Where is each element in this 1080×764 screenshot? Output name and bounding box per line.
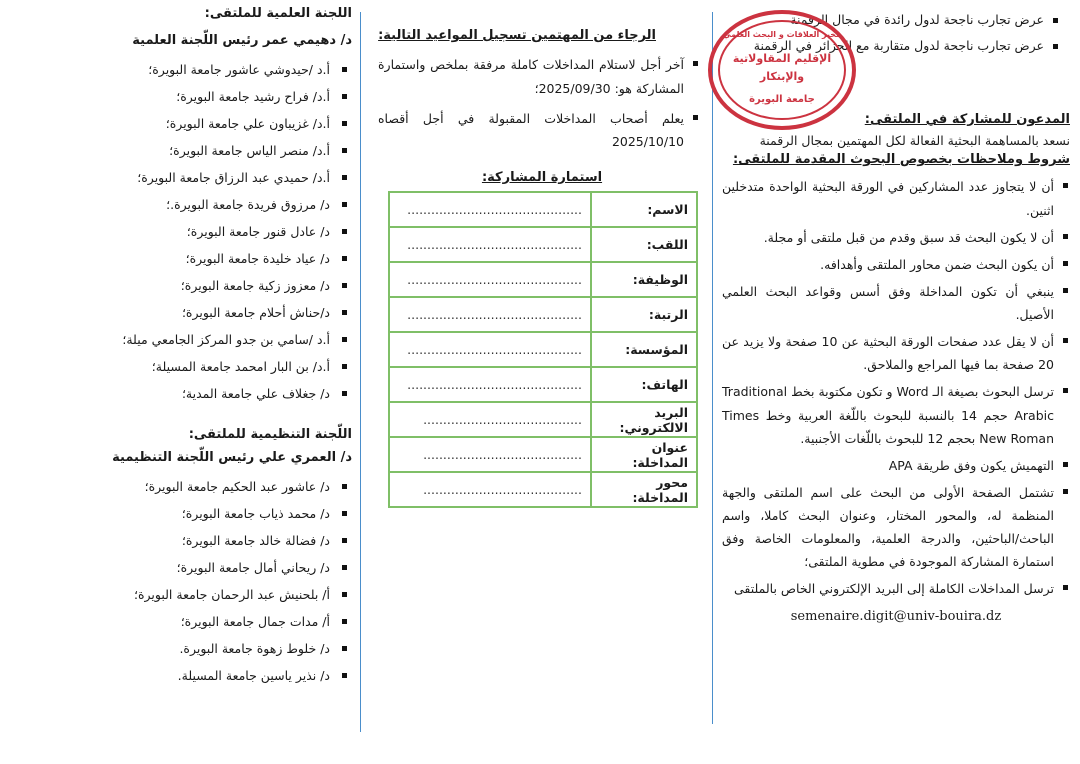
list-item: د/ مرزوق فريدة جامعة البويرة.؛: [96, 191, 352, 218]
list-item: أن يكون البحث ضمن محاور الملتقى وأهدافه.: [722, 253, 1070, 276]
form-label: عنوان المداخلة:: [591, 437, 697, 472]
form-field-rank[interactable]: ............................................: [389, 297, 591, 332]
list-item: د/ ريحاني أمال جامعة البويرة؛: [96, 554, 352, 581]
university-stamp: [708, 10, 856, 130]
form-label: الهاتف:: [591, 367, 697, 402]
list-item: د/ فضالة خالد جامعة البويرة؛: [96, 527, 352, 554]
list-item: أ.د/ غزيباون علي جامعة البويرة؛: [96, 110, 352, 137]
organizing-committee-lead: د/ العمري علي رئيس اللّجنة التنظيمية: [112, 450, 352, 465]
list-item: يعلم أصحاب المداخلات المقبولة في أجل أقصاه 2025/10/10: [378, 107, 700, 155]
list-item: أ.د/ بن البار امحمد جامعة المسيلة؛: [96, 353, 352, 380]
list-item: ينبغي أن تكون المداخلة وفق أسس وقواعد البحث العلمي الأصيل.: [722, 280, 1070, 326]
list-item: د/ معزوز زكية جامعة البويرة؛: [96, 272, 352, 299]
table-row: [389, 297, 697, 332]
list-item: أ.د /حيدوشي عاشور جامعة البويرة؛: [96, 56, 352, 83]
form-field-name[interactable]: ............................................: [389, 192, 591, 227]
email-address: semenaire.digit@univ-bouira.dz: [790, 608, 1002, 624]
deadlines-heading: الرجاء من المهتمين تسجيل المواعيد التالية:: [378, 28, 656, 43]
invited-text: نسعد بالمساهمة البحثية الفعالة لكل المهتمين بمجال الرقمنة: [759, 133, 1070, 148]
table-row: [389, 332, 697, 367]
list-item: د/ عادل قنور جامعة البويرة؛: [96, 218, 352, 245]
scientific-committee-title: اللجنة العلمية للملتقى:: [204, 6, 352, 21]
form-label: الرتبة:: [591, 297, 697, 332]
form-label: محور المداخلة:: [591, 472, 697, 507]
list-item: عرض تجارب ناجحة لدول متقاربة مع الجزائر في الرقمنة: [722, 36, 1060, 62]
organizing-committee-title: اللّجنة التنظيمية للملتقى:: [188, 427, 352, 442]
form-field-paper-axis[interactable]: ........................................: [389, 472, 591, 507]
list-item: التهميش يكون وفق طريقة APA: [722, 454, 1070, 477]
list-item: أ.د /سامي بن جدو المركز الجامعي ميلة؛: [96, 326, 352, 353]
form-field-job[interactable]: ............................................: [389, 262, 591, 297]
list-item: د/حناش أحلام جامعة البويرة؛: [96, 299, 352, 326]
form-field-paper-title[interactable]: ........................................: [389, 437, 591, 472]
middle-column: [378, 0, 706, 764]
scientific-committee-lead: د/ دهيمي عمر رئيس اللّجنة العلمية: [132, 33, 352, 48]
list-item: أن لا يكون البحث قد سبق وقدم من قبل ملتقى أو مجلة.: [722, 226, 1070, 249]
list-item: أ.د/ منصر الياس جامعة البويرة؛: [96, 137, 352, 164]
form-heading: استمارة المشاركة:: [481, 170, 603, 185]
form-label: المؤسسة:: [591, 332, 697, 367]
table-row: [389, 367, 697, 402]
left-column: [96, 0, 352, 764]
stamp-line: الإقليم المقاولاتية: [732, 52, 832, 65]
list-item: أ.د/ حميدي عبد الرزاق جامعة البويرة؛: [96, 164, 352, 191]
list-item: آخر أجل لاستلام المداخلات كاملة مرفقة بملخص واستمارة المشاركة هو: 2025/09/30؛: [378, 53, 700, 101]
invited-heading: المدعون للمشاركة في الملتقى:: [864, 112, 1070, 127]
form-field-phone[interactable]: ............................................: [389, 367, 591, 402]
list-item: د/ عياد خليدة جامعة البويرة؛: [96, 245, 352, 272]
list-item: أ/ مدات جمال جامعة البويرة؛: [96, 608, 352, 635]
deadlines-list: [378, 53, 706, 154]
list-item: عرض تجارب ناجحة لدول رائدة في مجال الرقمنة: [722, 10, 1060, 36]
list-item: أن لا يقل عدد صفحات الورقة البحثية عن 10 صفحة ولا يزيد عن 20 صفحة بما فيها المراجع والملاحق.: [722, 330, 1070, 376]
list-item: د/ محمد ذياب جامعة البويرة؛: [96, 500, 352, 527]
participation-form-table: [388, 191, 698, 508]
table-row: [389, 402, 697, 437]
form-label: البريد الالكتروني:: [591, 402, 697, 437]
organizing-members-list: [96, 473, 352, 689]
conditions-list: [722, 175, 1070, 600]
stamp-line: مخبر العلاقات و البحث العلمي: [723, 30, 841, 39]
form-field-email[interactable]: ........................................: [389, 402, 591, 437]
form-field-surname[interactable]: ............................................: [389, 227, 591, 262]
list-item: ترسل البحوث بصيغة الـ Word و تكون مكتوبة بخط Traditional Arabic حجم 14 بالنسبة للبحوث باللّغة العربية وخط Times New Roman بحجم 12 للبحوث باللّغات الأجنبية.: [722, 380, 1070, 449]
stamp-line: والإبتكار: [759, 70, 805, 83]
list-item: تشتمل الصفحة الأولى من البحث على اسم الملتقى والجهة المنظمة له، والمحور المختار، وعنوان البحث كاملا، واسم الباحث/الباحثين، والدرجة العلمية، والمعلومات الخاصة وفق استمارة المشاركة الموجودة في مطوية الملتقى؛: [722, 481, 1070, 574]
form-label: اللقب:: [591, 227, 697, 262]
column-divider-left: [360, 12, 361, 732]
list-item: أ/ بلحنيش عبد الرحمان جامعة البويرة؛: [96, 581, 352, 608]
list-item: د/ جغلاف علي جامعة المدية؛: [96, 380, 352, 407]
table-row: [389, 192, 697, 227]
table-row: [389, 262, 697, 297]
list-item: أ.د/ فراح رشيد جامعة البويرة؛: [96, 83, 352, 110]
form-label: الاسم:: [591, 192, 697, 227]
stamp-line: جامعة البويرة: [749, 94, 815, 105]
table-row: [389, 472, 697, 507]
list-item: د/ عاشور عبد الحكيم جامعة البويرة؛: [96, 473, 352, 500]
form-field-institution[interactable]: ............................................: [389, 332, 591, 367]
form-label: الوظيفة:: [591, 262, 697, 297]
list-item: ترسل المداخلات الكاملة إلى البريد الإلكتروني الخاص بالملتقى: [722, 577, 1070, 600]
column-divider-right: [712, 12, 713, 724]
conditions-heading: شروط وملاحظات بخصوص البحوث المقدمة للملتقى:: [732, 152, 1070, 168]
list-item: أن لا يتجاوز عدد المشاركين في الورقة البحثية الواحدة متدخلين اثنين.: [722, 175, 1070, 221]
list-item: د/ خلوط زهوة جامعة البويرة.: [96, 635, 352, 662]
table-row: [389, 227, 697, 262]
scientific-members-list: [96, 56, 352, 407]
table-row: [389, 437, 697, 472]
list-item: د/ نذير ياسين جامعة المسيلة.: [96, 662, 352, 689]
